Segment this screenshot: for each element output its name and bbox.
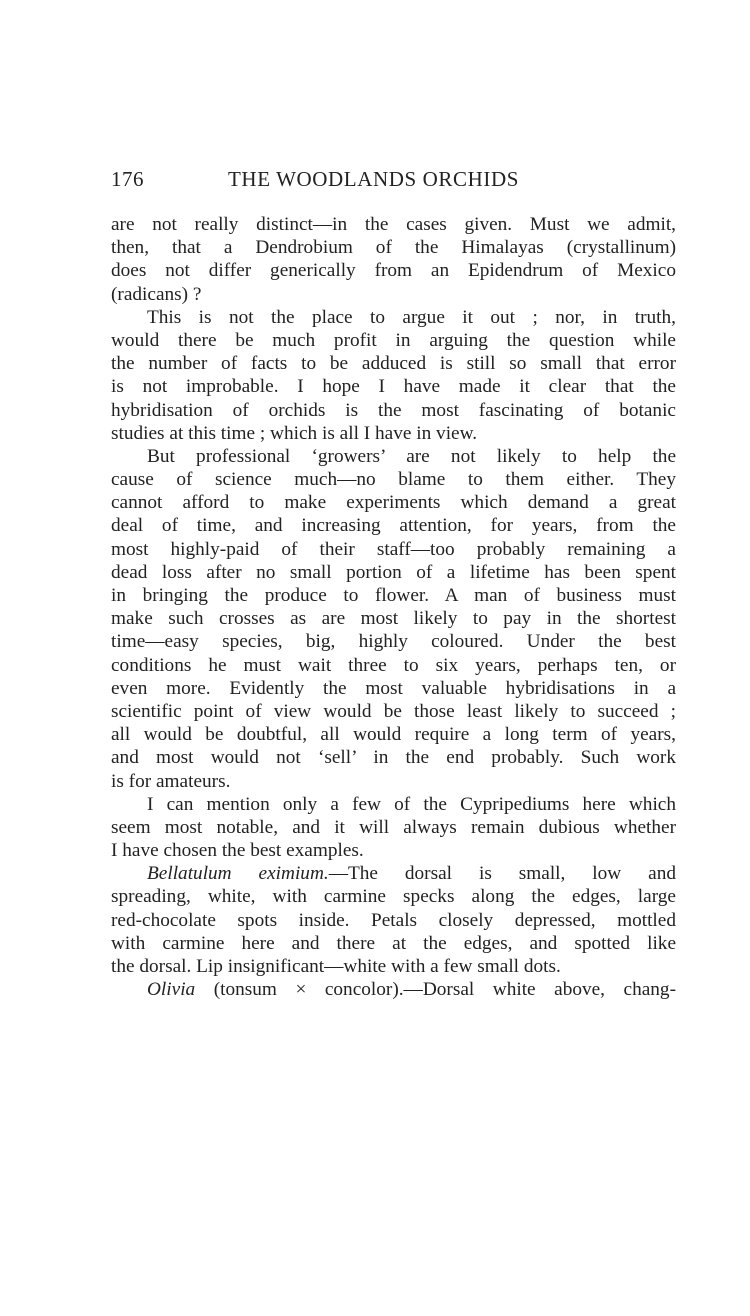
body-text bbox=[111, 213, 676, 1001]
text-line: in bringing the produce to flower. A man of business must bbox=[111, 585, 676, 606]
text-line: dead loss after no small portion of a lifetime has been spent bbox=[111, 561, 676, 583]
text-line: all would be doubtful, all would require a long term of years, bbox=[111, 724, 676, 746]
text-line: cannot afford to make experiments which demand a great bbox=[111, 492, 676, 514]
paragraph bbox=[111, 978, 676, 1001]
page-header bbox=[111, 167, 631, 197]
text-line: then, that a Dendrobium of the Himalayas (crystallinum) bbox=[111, 237, 676, 259]
text-line: This is not the place to argue it out ; nor, in truth, bbox=[147, 306, 676, 328]
text-line: is for amateurs. bbox=[111, 770, 231, 792]
text-line: with carmine here and there at the edges, and spotted like bbox=[111, 932, 676, 954]
text-line: the number of facts to be adduced is still so small that error bbox=[111, 353, 676, 375]
text-line: most highly-paid of their staff—too probably remaining a bbox=[111, 538, 676, 560]
text-line: does not differ generically from an Epidendrum of Mexico bbox=[111, 260, 676, 282]
text-line: red-chocolate spots inside. Petals closely depressed, mottled bbox=[111, 909, 676, 931]
page-number: 176 bbox=[111, 167, 144, 191]
text-line: seem most notable, and it will always remain dubious whether bbox=[111, 816, 676, 838]
paragraph bbox=[111, 862, 676, 978]
text-line: hybridisation of orchids is the most fascinating of botanic bbox=[111, 399, 676, 421]
text-line: spreading, white, with carmine specks along the edges, large bbox=[111, 886, 676, 908]
text-line: cause of science much—no blame to them either. They bbox=[111, 469, 676, 491]
text-line: I can mention only a few of the Cypripediums here which bbox=[147, 793, 676, 815]
text-line: (radicans) ? bbox=[111, 283, 202, 305]
text-line: would there be much profit in arguing the question while bbox=[111, 329, 676, 351]
text-line: make such crosses as are most likely to pay in the shortest bbox=[111, 608, 676, 630]
species-name: Olivia bbox=[147, 979, 196, 1001]
running-title: THE WOODLANDS ORCHIDS bbox=[228, 167, 520, 191]
text-line: is not improbable. I hope I have made it clear that the bbox=[111, 376, 676, 398]
text-line bbox=[111, 978, 676, 1001]
text-line: conditions he must wait three to six years, perhaps ten, or bbox=[111, 654, 676, 676]
paragraph bbox=[111, 213, 676, 306]
text-line: studies at this time ; which is all I have in view. bbox=[111, 422, 478, 444]
text-run: —The dorsal is small, low and bbox=[328, 863, 676, 885]
text-line: But professional ‘growers’ are not likely to help the bbox=[147, 445, 676, 467]
text-line: deal of time, and increasing attention, for years, from the bbox=[111, 515, 676, 537]
text-line: I have chosen the best examples. bbox=[111, 840, 364, 862]
paragraph bbox=[111, 445, 676, 793]
text-line: the dorsal. Lip insignificant—white with a few small dots. bbox=[111, 956, 561, 977]
text-line: scientific point of view would be those least likely to succeed ; bbox=[111, 700, 676, 722]
text-run: (tonsum × concolor).—Dorsal white above, chang- bbox=[195, 979, 676, 1001]
paragraph bbox=[111, 793, 676, 863]
species-name: Bellatulum eximium. bbox=[147, 863, 329, 885]
text-line bbox=[111, 862, 676, 885]
text-line: and most would not ‘sell’ in the end probably. Such work bbox=[111, 747, 676, 769]
paragraph bbox=[111, 306, 676, 445]
text-line: are not really distinct—in the cases given. Must we admit, bbox=[111, 214, 676, 235]
text-line: time—easy species, big, highly coloured. Under the best bbox=[111, 631, 676, 653]
text-line: even more. Evidently the most valuable hybridisations in a bbox=[111, 677, 676, 699]
